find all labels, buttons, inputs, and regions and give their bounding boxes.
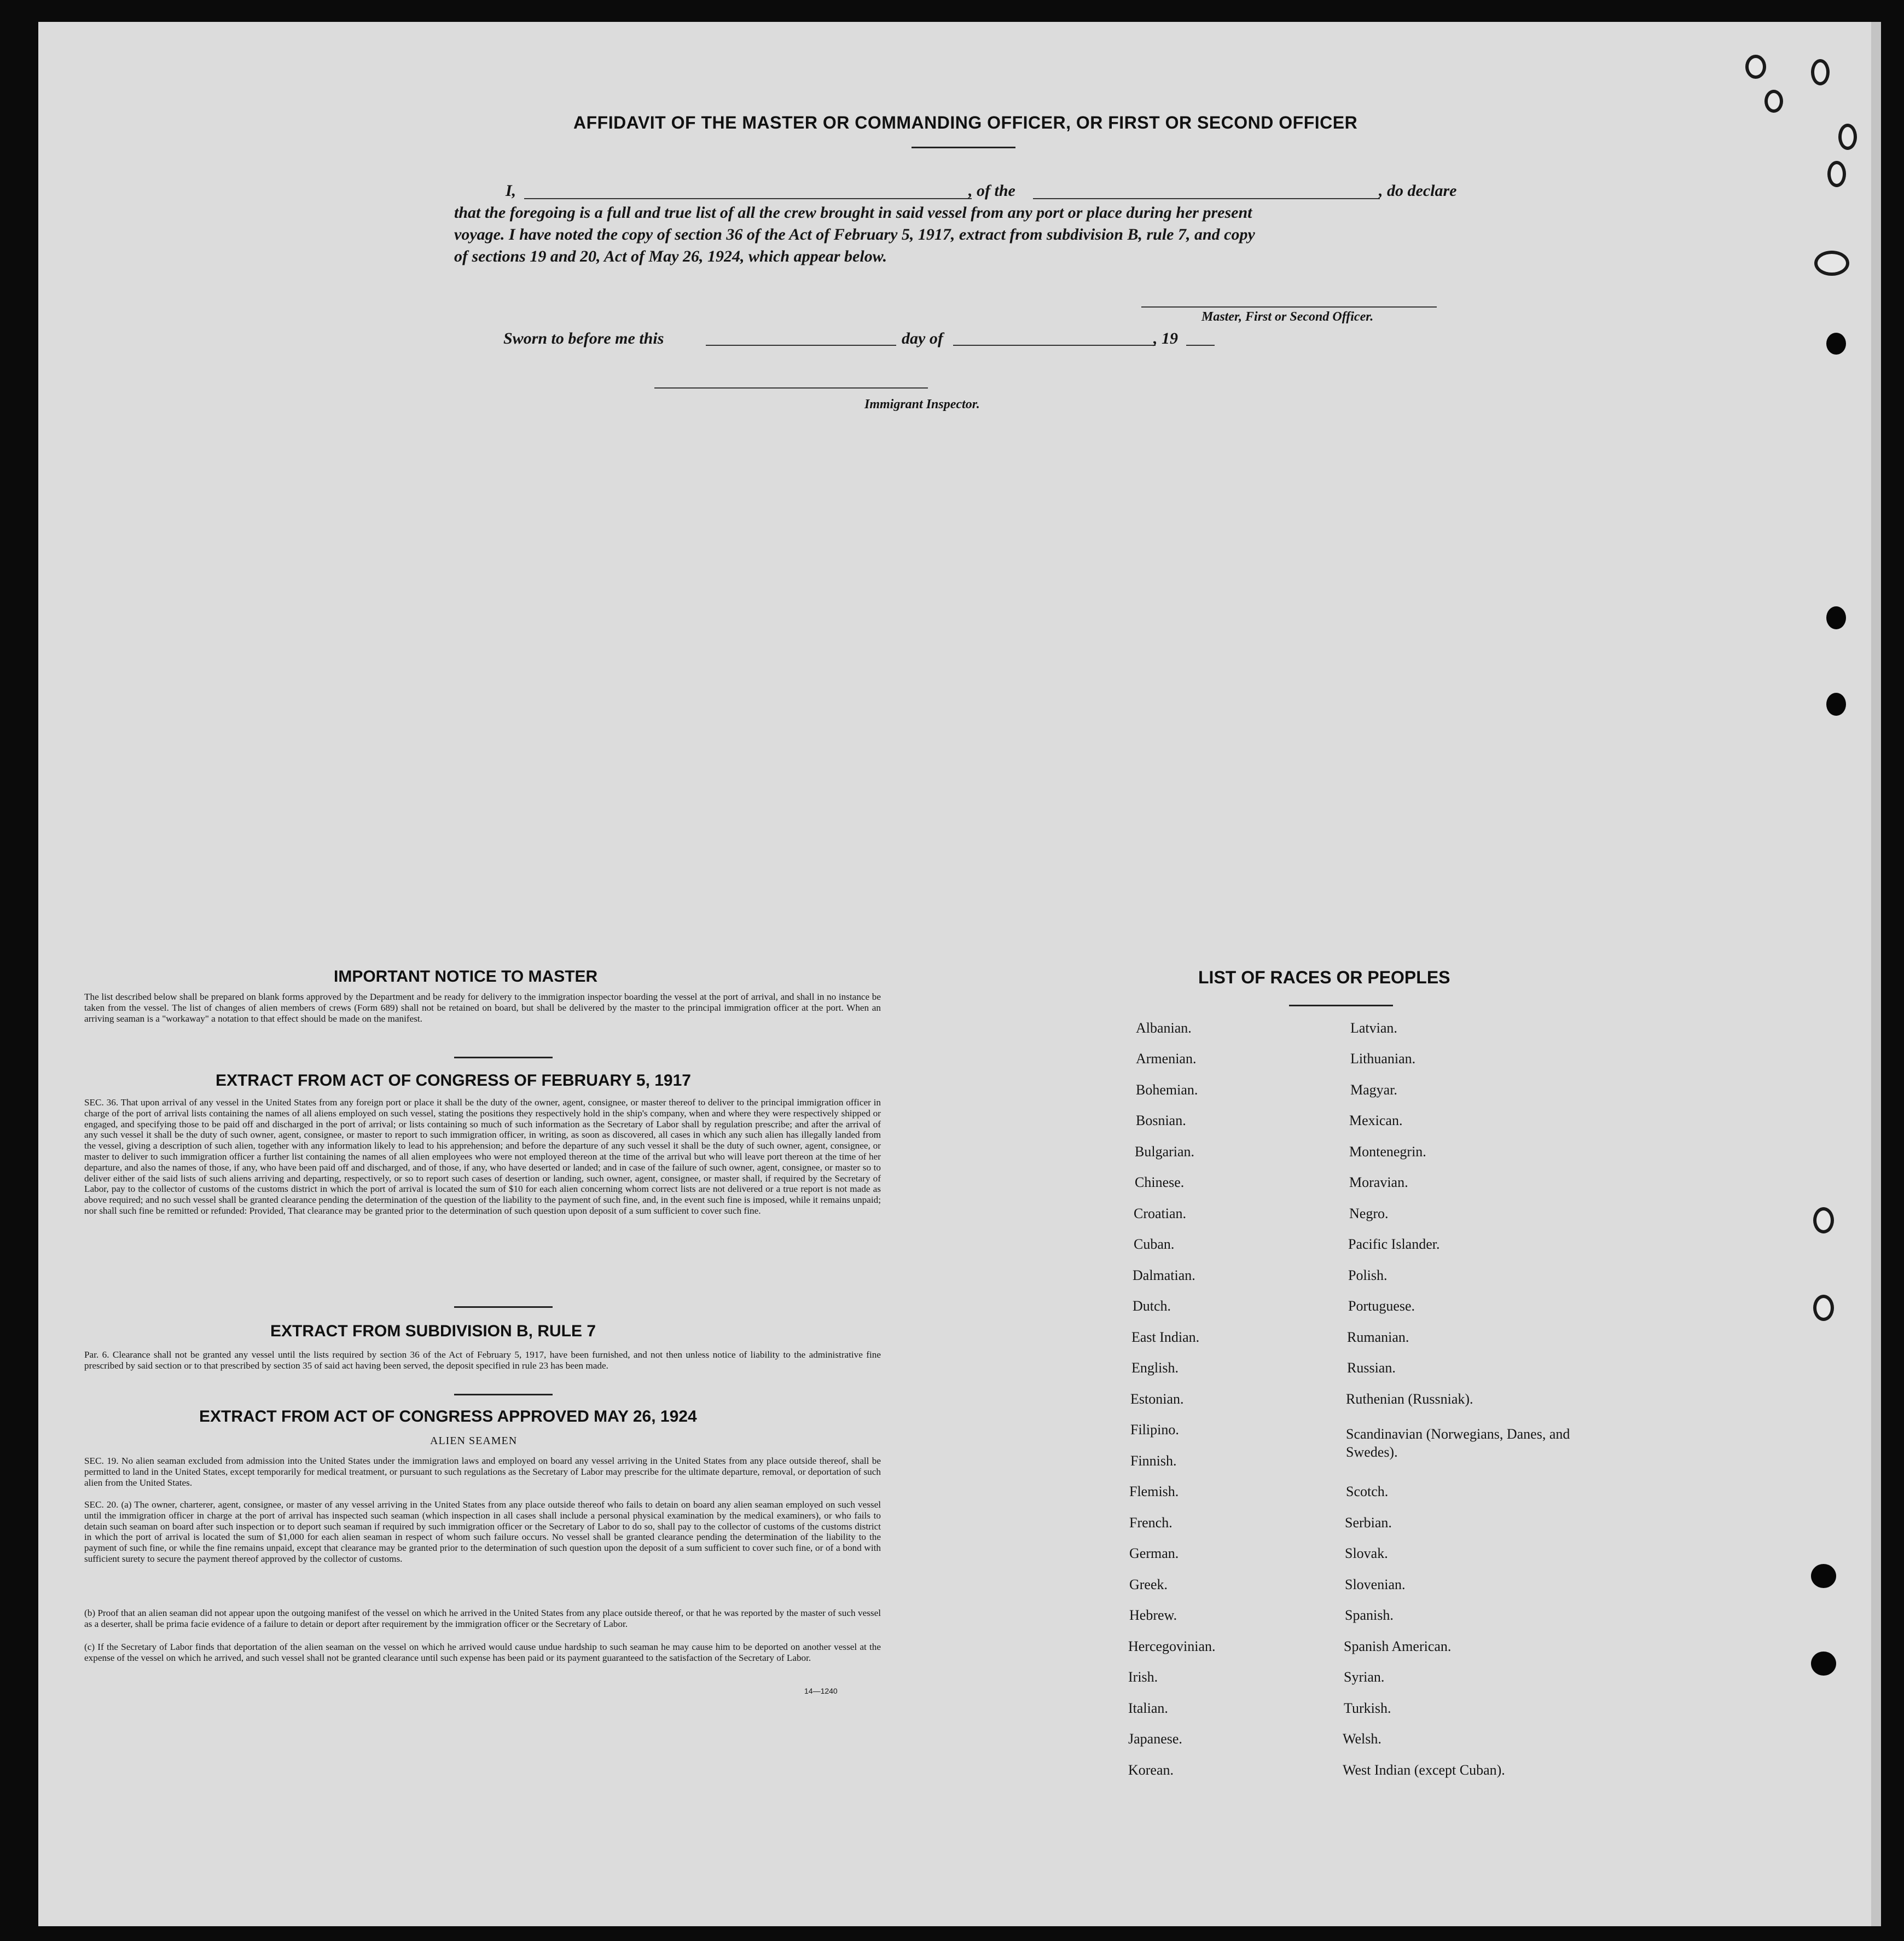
race-item: Finnish. [1130, 1453, 1177, 1469]
race-item: Greek. [1129, 1577, 1168, 1592]
race-item: Turkish. [1344, 1700, 1391, 1716]
vessel-name-line [1033, 198, 1380, 199]
binder-hole [1811, 1564, 1836, 1588]
page-edge [1871, 22, 1881, 1926]
title-divider [912, 147, 1015, 148]
binder-hole [1826, 606, 1846, 629]
race-item: English. [1131, 1360, 1179, 1376]
affidavit-line-1b: , of the [968, 182, 1015, 200]
master-signature-line [1141, 306, 1437, 308]
binder-hole [1813, 1207, 1834, 1233]
race-item: French. [1129, 1515, 1172, 1531]
sworn-text-a: Sworn to before me this [503, 329, 664, 347]
affidavit-line-2: that the foregoing is a full and true list of all the crew brought in said vessel from any port or place during her present [454, 204, 1252, 222]
race-item: Italian. [1128, 1700, 1168, 1716]
extract-1917-body: SEC. 36. That upon arrival of any vessel in the United States from any foreign port or place it shall be the duty of the owner, agent, consignee, or master thereof to deliver to the principal immigration officer in charge of the port of arrival lists containing the names of all aliens employed on such vessel, stating the positions they respectively hold in the ship's company, when and where they were respectively shipped or engaged, and specifying those to be paid off and discharged in the port of arrival; or lists containing so much of such information as the Secretary of Labor shall by regulation prescribe; and after the arrival of any such vessel it shall be the duty of such owner, agent, consignee, or master to report to such immigration officer, in writing, as soon as discovered, all cases in which any such alien has illegally landed from the vessel, giving a description of such alien, together with any information likely to lead to his apprehension; and before the departure of any such vessel it shall be the duty of such owner, agent, consignee, or master to deliver to such immigration officer a further list containing the names of all alien employees who were not employed thereon at the time of the arrival but who will leave port thereon at the time of her departure, and also the names of those, if any, who have been paid off and discharged, and of those, if any, who have deserted or landed; and in case of the failure of such owner, agent, consignee, or master so to deliver either of the said lists of such aliens arriving and departing, respectively, or so to report such cases of desertion or landing, such owner, agent, consignee, or master shall, if required by the Secretary of Labor, pay to the collector of customs of the customs district in which the port of arrival is located the sum of $10 for each alien concerning whom correct lists are not delivered or a true report is not made as above required; and no such vessel shall be granted clearance pending the determination of the question of the liability to the payment of such fine, and, in the event such fine is imposed, while it remains unpaid; nor shall such fine be remitted or refunded: Provided, That clearance may be granted prior to the determination of such question upon deposit of a sum sufficient to cover such fine. [84, 1097, 881, 1216]
inspector-signature-line [654, 387, 928, 389]
race-item: Estonian. [1130, 1391, 1184, 1407]
races-title-divider [1289, 1005, 1393, 1006]
race-item: Dutch. [1133, 1298, 1171, 1314]
form-number: 14—1240 [804, 1687, 838, 1695]
binder-hole [1814, 251, 1849, 276]
race-item: Negro. [1349, 1206, 1389, 1221]
binder-hole [1826, 333, 1846, 355]
race-item: Pacific Islander. [1348, 1236, 1440, 1252]
race-item: Bulgarian. [1135, 1144, 1195, 1160]
race-item: Japanese. [1128, 1731, 1182, 1747]
affidavit-line-1a: I, [506, 182, 516, 200]
affidavit-line-1c: , do declare [1379, 182, 1457, 200]
race-item: Lithuanian. [1350, 1051, 1416, 1067]
binder-hole [1764, 90, 1783, 113]
race-item: Hercegovinian. [1128, 1638, 1216, 1654]
binder-hole [1827, 161, 1846, 187]
race-item: West Indian (except Cuban). [1343, 1762, 1505, 1778]
race-item: Latvian. [1350, 1020, 1397, 1036]
section-20b: (b) Proof that an alien seaman did not appear upon the outgoing manifest of the vessel on which he arrived in the United States from any place outside thereof, or that he was reported by the master of such vessel as a deserter, shall be prima facie evidence of a failure to detain or deport after requirement by the immigration officer or the Secretary of Labor. [84, 1608, 881, 1629]
binder-hole [1826, 693, 1846, 716]
binder-hole [1811, 59, 1830, 85]
sworn-text-c: , 19 [1153, 329, 1178, 347]
inspector-caption: Immigrant Inspector. [864, 397, 980, 412]
race-item: Filipino. [1130, 1422, 1179, 1438]
master-name-line [524, 198, 972, 199]
race-item: Syrian. [1344, 1669, 1385, 1685]
binder-hole [1813, 1295, 1834, 1321]
sworn-year-line [1186, 345, 1215, 346]
notice-body: The list described below shall be prepared on blank forms approved by the Department and be ready for delivery to the immigration inspector boarding the vessel at the port of arrival, and shall in no instance be taken from the vessel. The list of changes of alien members of crews (Form 689) shall not be retained on board, but shall be delivered by the master to the principal immigration officer at the port. When an arriving seaman is a "workaway" a notation to that effect should be made on the manifest. [84, 992, 881, 1024]
section-20a: SEC. 20. (a) The owner, charterer, agent, consignee, or master of any vessel arriving in the United States from any place outside thereof who fails to detain on board any alien seaman employed on such vessel until the immigration officer in charge at the port of arrival has inspected such seaman (which inspection in all cases shall include a personal physical examination by the medical examiners), or who fails to detain such seaman on board after such inspection or to deport such seaman if required by such immigration officer or the Secretary of Labor to do so, shall pay to the collector of customs of the customs district in which the port of arrival is located the sum of $1,000 for each alien seaman in respect of whom such failure occurs. No vessel shall be granted clearance pending the determination of the liability to the payment of such fine, or while the fine remains unpaid, except that clearance may be granted prior to the determination of such question upon the deposit of a sum sufficient to cover such fine, or of a bond with sufficient surety to secure the payment thereof approved by the collector of customs. [84, 1499, 881, 1564]
race-item: Montenegrin. [1349, 1144, 1426, 1160]
alien-seamen-subtitle: ALIEN SEAMEN [430, 1435, 518, 1447]
sworn-month-line [953, 345, 1156, 346]
binder-hole [1745, 55, 1766, 79]
master-signature-caption: Master, First or Second Officer. [1201, 310, 1374, 324]
binder-hole [1811, 1652, 1836, 1676]
section-divider [454, 1306, 553, 1308]
race-item: Scotch. [1346, 1484, 1389, 1499]
rule7-title: EXTRACT FROM SUBDIVISION B, RULE 7 [270, 1322, 596, 1340]
affidavit-line-3: voyage. I have noted the copy of section 36 of the Act of February 5, 1917, extract from subdivision B, rule 7, and copy [454, 225, 1255, 244]
race-item: Chinese. [1135, 1174, 1185, 1190]
race-item: Welsh. [1343, 1731, 1381, 1747]
binder-hole [1838, 124, 1857, 150]
sworn-day-line [706, 345, 896, 346]
race-item: Dalmatian. [1133, 1267, 1195, 1283]
race-item: Spanish. [1345, 1607, 1394, 1623]
race-item: Irish. [1128, 1669, 1158, 1685]
document-page [38, 22, 1871, 1926]
race-item: Scandinavian (Norwegians, Danes, and Swedes). [1346, 1426, 1570, 1460]
race-item: Spanish American. [1344, 1638, 1452, 1654]
race-item: Ruthenian (Russniak). [1346, 1391, 1473, 1407]
race-item: Russian. [1347, 1360, 1396, 1376]
race-item: Armenian. [1136, 1051, 1197, 1067]
race-item: Hebrew. [1129, 1607, 1177, 1623]
race-item: Polish. [1348, 1267, 1388, 1283]
race-item: Korean. [1128, 1762, 1174, 1778]
section-divider [454, 1394, 553, 1395]
race-item: Magyar. [1350, 1082, 1397, 1098]
affidavit-title: AFFIDAVIT OF THE MASTER OR COMMANDING OFFICER, OR FIRST OR SECOND OFFICER [573, 113, 1358, 132]
section-divider [454, 1057, 553, 1058]
race-item: Portuguese. [1348, 1298, 1415, 1314]
race-item: Croatian. [1134, 1206, 1187, 1221]
races-title: LIST OF RACES OR PEOPLES [1198, 967, 1450, 987]
rule7-body: Par. 6. Clearance shall not be granted any vessel until the lists required by section 36 of the Act of February 5, 1917, have been furnished, and not then unless notice of liability to the administrative fine prescribed by said section or to that prescribed by section 35 of said act having been served, the deposit specified in rule 23 has been made. [84, 1349, 881, 1371]
race-item: Serbian. [1345, 1515, 1392, 1531]
race-item: Bohemian. [1136, 1082, 1198, 1098]
section-20c: (c) If the Secretary of Labor finds that deportation of the alien seaman on the vessel on which he arrived would cause undue hardship to such seaman he may cause him to be deported on another vessel at the expense of the vessel on which he arrived, and such vessel shall not be granted clearance until such expense has been paid or its payment guaranteed to the satisfaction of the Secretary of Labor. [84, 1642, 881, 1663]
section-19: SEC. 19. No alien seaman excluded from admission into the United States under the immigration laws and employed on board any vessel arriving in the United States from any place outside thereof, shall be permitted to land in the United States, except temporarily for medical treatment, or pursuant to such regulations as the Secretary of Labor may prescribe for the ultimate departure, removal, or deportation of such alien from the United States. [84, 1456, 881, 1488]
race-item: Flemish. [1129, 1484, 1179, 1499]
affidavit-line-4: of sections 19 and 20, Act of May 26, 1924, which appear below. [454, 247, 887, 265]
race-item: Slovenian. [1345, 1577, 1406, 1592]
race-item: Bosnian. [1136, 1113, 1186, 1128]
race-item: Cuban. [1134, 1236, 1175, 1252]
sworn-text-b: day of [902, 329, 943, 347]
notice-title: IMPORTANT NOTICE TO MASTER [334, 967, 598, 986]
extract-1924-title: EXTRACT FROM ACT OF CONGRESS APPROVED MAY 26, 1924 [199, 1407, 697, 1426]
race-item: East Indian. [1131, 1329, 1200, 1345]
race-item: Rumanian. [1347, 1329, 1409, 1345]
race-item: German. [1129, 1545, 1179, 1561]
race-item: Slovak. [1345, 1545, 1388, 1561]
race-item: Albanian. [1136, 1020, 1192, 1036]
race-item: Moravian. [1349, 1174, 1408, 1190]
extract-1917-title: EXTRACT FROM ACT OF CONGRESS OF FEBRUARY 5, 1917 [216, 1071, 691, 1090]
race-item: Mexican. [1349, 1113, 1403, 1128]
